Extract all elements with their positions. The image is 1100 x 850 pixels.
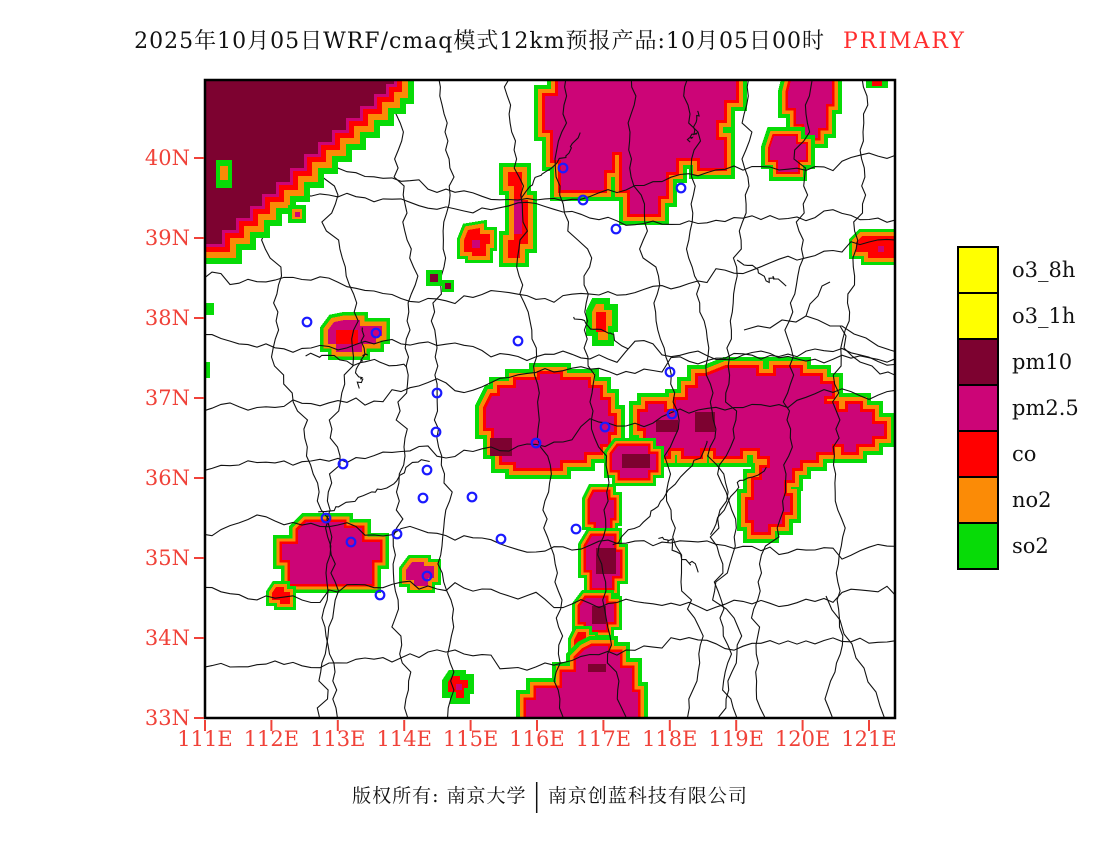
legend-swatch-o3_1h bbox=[957, 292, 999, 340]
station-marker bbox=[572, 525, 581, 534]
station-marker bbox=[677, 184, 686, 193]
legend-item-pm2_5 bbox=[957, 384, 1079, 432]
y-axis-tick-label: 33N bbox=[144, 706, 190, 730]
x-axis-tick-label: 119E bbox=[708, 727, 764, 751]
station-marker bbox=[423, 466, 432, 475]
copyright-company: 南京创蓝科技有限公司 bbox=[547, 785, 748, 807]
map-title bbox=[0, 24, 1100, 55]
so2-patch bbox=[206, 303, 214, 315]
map-layers bbox=[203, 76, 897, 722]
x-axis-tick-label: 120E bbox=[774, 727, 831, 751]
pollutant-region-south-strip-1 bbox=[590, 492, 614, 530]
pollutant-region-blob-34n bbox=[580, 598, 614, 630]
y-axis-tick-label: 39N bbox=[144, 226, 190, 250]
pollutant-region-strip-116e-38n bbox=[592, 304, 612, 340]
pm10-core bbox=[592, 606, 606, 624]
x-axis-tick-label: 113E bbox=[310, 727, 366, 751]
legend-swatch-no2 bbox=[957, 476, 999, 524]
y-axis-tick-label: 34N bbox=[144, 626, 190, 650]
legend-item-pm10 bbox=[957, 338, 1073, 386]
station-marker bbox=[514, 337, 523, 346]
station-marker bbox=[432, 428, 441, 437]
x-axis-tick-label: 117E bbox=[575, 727, 632, 751]
pollutant-region-bottom-blob bbox=[526, 646, 638, 722]
pm2_5-core bbox=[472, 240, 480, 248]
pollutant-mode-label: PRIMARY bbox=[842, 29, 966, 54]
legend-swatch-o3_8h bbox=[957, 246, 999, 294]
legend-label: o3_1h bbox=[1012, 304, 1076, 328]
copyright-owner: 版权所有: 南京大学 bbox=[352, 785, 527, 807]
pollutant-region-small-sw bbox=[272, 587, 290, 604]
pm10-core bbox=[656, 420, 678, 432]
y-axis-tick-label: 36N bbox=[144, 466, 190, 490]
pollutant-region-central-east-lobe bbox=[640, 368, 884, 532]
pm10-core bbox=[596, 548, 616, 574]
legend-swatch-so2 bbox=[957, 522, 999, 570]
legend-item-no2 bbox=[957, 476, 1052, 524]
x-axis-tick-label: 114E bbox=[376, 727, 432, 751]
pm2_5-core bbox=[878, 246, 884, 252]
x-axis-tick-label: 112E bbox=[243, 727, 300, 751]
y-axis-tick-label: 37N bbox=[144, 386, 190, 410]
legend-label: co bbox=[1012, 442, 1037, 466]
legend-item-o3_8h bbox=[957, 246, 1076, 294]
legend-label: no2 bbox=[1012, 488, 1052, 512]
pollutant-region-ne-blob-b bbox=[770, 136, 806, 172]
pm10-patch bbox=[430, 274, 438, 282]
legend-item-co bbox=[957, 430, 1037, 478]
station-marker bbox=[497, 535, 506, 544]
legend-label: pm10 bbox=[1012, 350, 1073, 374]
se-coastline bbox=[826, 596, 886, 722]
x-axis-tick-label: 116E bbox=[509, 727, 565, 751]
legend bbox=[957, 248, 1079, 570]
footer-separator: | bbox=[533, 778, 541, 814]
pm10-core bbox=[490, 438, 512, 456]
pm10-patch bbox=[445, 283, 451, 289]
x-axis-tick-label: 115E bbox=[442, 727, 499, 751]
title-text: 2025年10月05日WRF/cmaq模式12km预报产品:10月05日00时 bbox=[134, 29, 825, 54]
pollutant-regions bbox=[272, 76, 897, 722]
pm10-core bbox=[622, 454, 650, 468]
no2-patch bbox=[220, 166, 228, 180]
pollutant-region-mid-south-blob bbox=[612, 446, 656, 478]
x-axis-tick-label: 111E bbox=[177, 727, 233, 751]
x-axis-tick-label: 121E bbox=[841, 727, 897, 751]
coast-spur bbox=[806, 282, 830, 316]
pm10-core bbox=[588, 664, 606, 672]
pollutant-region-small-115e bbox=[464, 228, 490, 256]
pollutant-region-strip-115e bbox=[508, 172, 528, 258]
co-core bbox=[336, 330, 358, 344]
station-marker bbox=[612, 225, 621, 234]
y-axis-tick-label: 35N bbox=[144, 546, 190, 570]
shandong-coastline bbox=[840, 326, 897, 376]
copyright-footer bbox=[0, 778, 1100, 814]
legend-swatch-co bbox=[957, 430, 999, 478]
pm2_5-core bbox=[456, 684, 462, 690]
station-marker bbox=[468, 493, 477, 502]
station-marker bbox=[303, 318, 312, 327]
legend-label: pm2.5 bbox=[1012, 396, 1079, 420]
pm2_5-patch bbox=[295, 212, 300, 217]
bohai-coastline bbox=[744, 316, 897, 352]
legend-label: o3_8h bbox=[1012, 258, 1076, 282]
pm10-core bbox=[695, 412, 715, 432]
legend-item-o3_1h bbox=[957, 292, 1076, 340]
y-axis-tick-label: 38N bbox=[144, 306, 190, 330]
y-axis-tick-label: 40N bbox=[144, 146, 190, 170]
x-axis-tick-label: 118E bbox=[642, 727, 698, 751]
legend-item-so2 bbox=[957, 522, 1049, 570]
legend-label: so2 bbox=[1012, 534, 1049, 558]
pm2_5-core bbox=[514, 200, 522, 234]
station-marker bbox=[419, 494, 428, 503]
legend-swatch-pm10 bbox=[957, 338, 999, 386]
legend-swatch-pm2_5 bbox=[957, 384, 999, 432]
